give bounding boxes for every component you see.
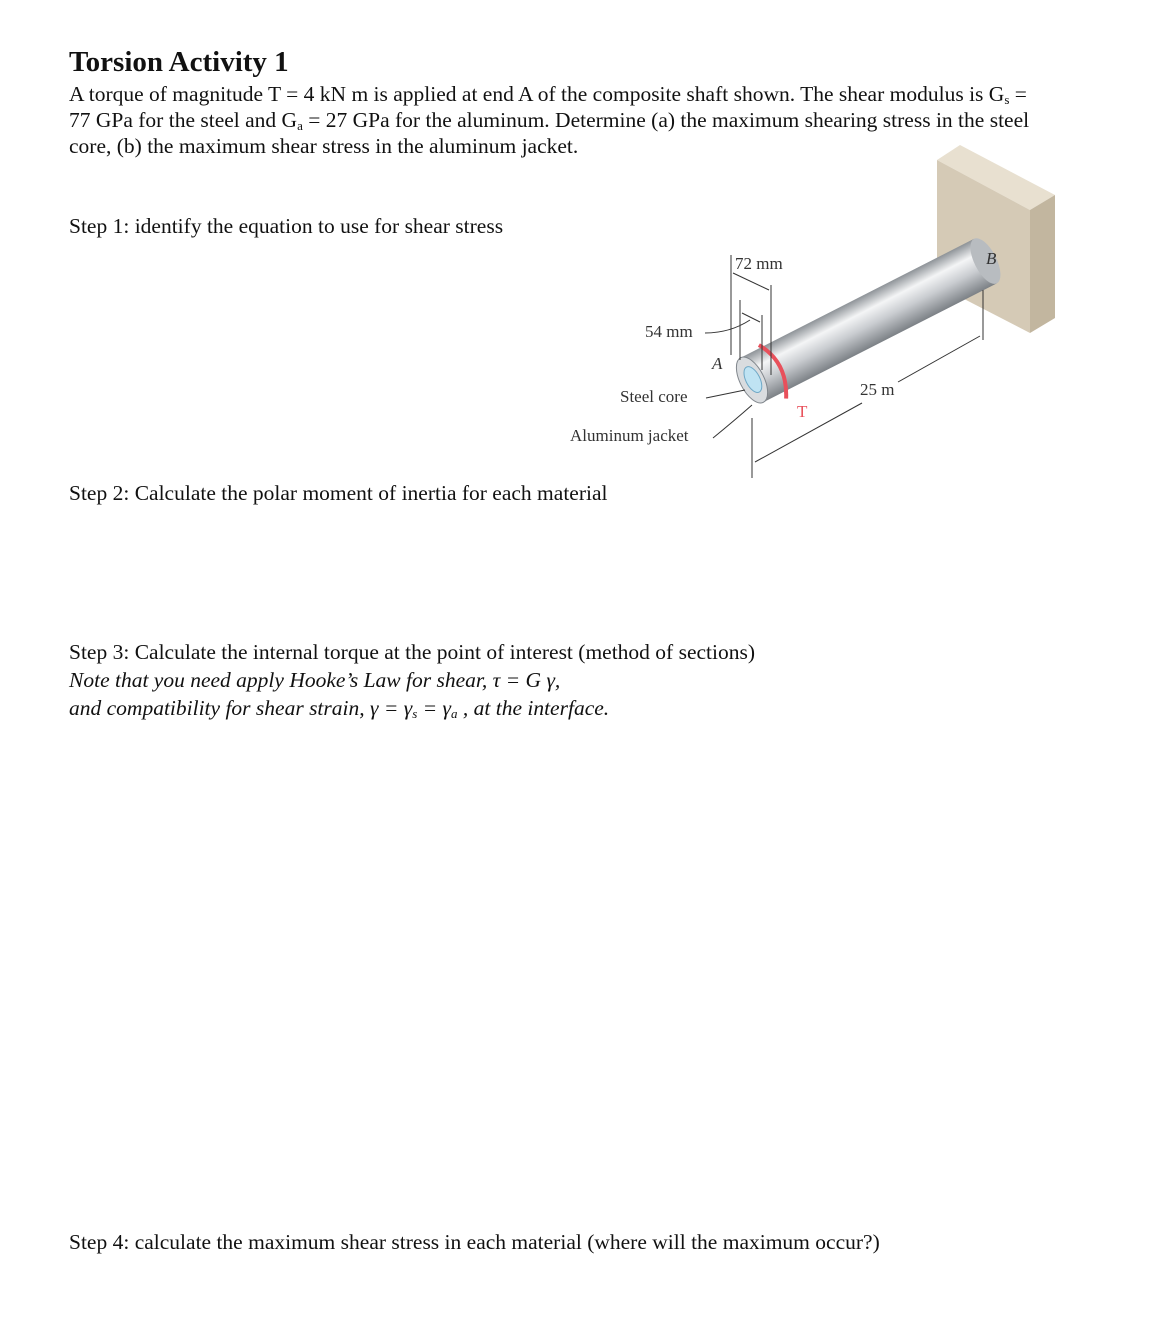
step-3: Step 3: Calculate the internal torque at the point of interest (method of sections) (69, 640, 756, 664)
step-2: Step 2: Calculate the polar moment of inertia for each material (69, 481, 608, 505)
note-hookes-law: Note that you need apply Hooke’s Law for shear, τ = G γ, (69, 668, 561, 692)
torque-label: T (797, 402, 808, 421)
end-a-label: A (712, 354, 723, 373)
text: and compatibility for shear strain, γ = γ (69, 696, 413, 720)
subscript: s (1004, 92, 1010, 107)
aluminum-jacket-label: Aluminum jacket (570, 426, 689, 445)
text: = (1009, 82, 1027, 106)
note-compatibility (69, 695, 609, 727)
end-b-label: B (986, 249, 997, 268)
step-4: Step 4: calculate the maximum shear stress in each material (where will the maximum occur?) (69, 1230, 880, 1254)
page-title: Torsion Activity 1 (69, 46, 289, 78)
subscript: s (412, 706, 418, 721)
text: = γ (417, 696, 451, 720)
wall-support (937, 145, 1055, 333)
text: , at the interface. (457, 696, 610, 720)
outer-diameter-label: 72 mm (735, 254, 783, 273)
inner-diameter-label: 54 mm (645, 322, 693, 341)
problem-line-3: core, (b) the maximum shear stress in the aluminum jacket. (69, 134, 579, 158)
length-label: 25 m (860, 380, 895, 399)
text: 77 GPa for the steel and G (69, 108, 298, 132)
step-1: Step 1: identify the equation to use for shear stress (69, 214, 504, 238)
composite-shaft-figure (0, 0, 1170, 520)
steel-core-label: Steel core (620, 387, 688, 406)
text: A torque of magnitude T = 4 kN m is applied at end A of the composite shaft shown. The shear modulus is G (69, 82, 1005, 106)
text: = 27 GPa for the aluminum. Determine (a) the maximum shearing stress in the steel (302, 108, 1030, 132)
subscript: a (451, 706, 458, 721)
subscript: a (297, 118, 303, 133)
